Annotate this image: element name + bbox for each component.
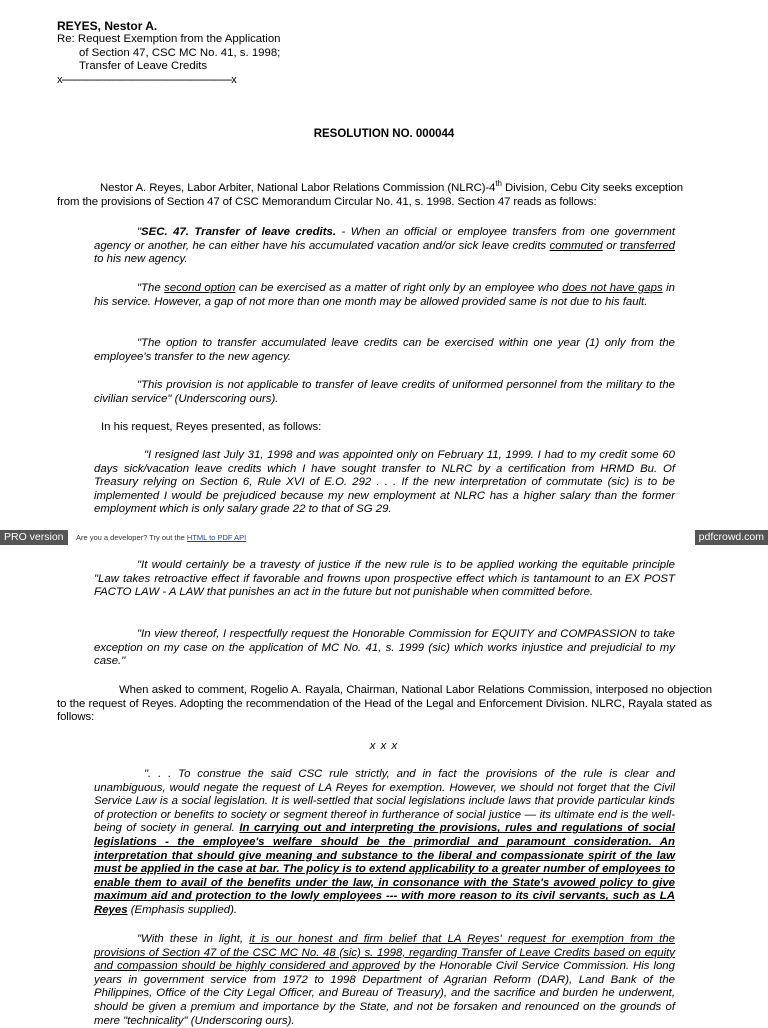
travesty-paragraph: "It would certainly be a travesty of justice if the new rule is to be applied working the equitable principle "Law takes retroactive effect if favorable and frowns upon prospective effect which is tantamount to an EX POST FACTO LAW - A LAW that punishes an act in the future but not punishable when committed before. <box>94 559 675 599</box>
with-these-text-1: "With these in light, <box>137 933 250 945</box>
sec47-text-1: - When an official or employee transfers from one government agency or another, he can either have his accumulated vacation and/or sick leave credits <box>94 226 675 252</box>
with-these-paragraph <box>94 933 675 1028</box>
second-option-text-1: "The <box>137 282 165 294</box>
comment-paragraph: When asked to comment, Rogelio A. Rayala, Chairman, National Labor Relations Commission, interposed no objection to the request of Reyes. Adopting the recommendation of the Head of the Legal and Enforcement Division. NLRC, Rayala stated as follows: <box>57 684 712 724</box>
re-line-1: Re: Request Exemption from the Application <box>57 33 281 45</box>
construe-text-2: (Emphasis supplied). <box>127 903 238 916</box>
sec47-or: or <box>602 239 620 252</box>
section-47-quote <box>94 226 675 267</box>
request-intro: In his request, Reyes presented, as follows: <box>101 421 322 433</box>
sec47-open-quote: " <box>137 226 142 238</box>
second-option-underline-1: second option <box>164 282 236 294</box>
html-to-pdf-api-link[interactable]: HTML to PDF API <box>186 533 247 542</box>
sec47-commuted: commuted <box>549 239 603 252</box>
option-transfer-paragraph: "The option to transfer accumulated leave credits can be exercised within one year (1) only from the employee's transfer to the new agency. <box>94 337 675 363</box>
construe-paragraph <box>94 768 675 918</box>
equity-paragraph: "In view thereof, I respectfully request the Honorable Commission for EQUITY and COMPASSION to take exception on my case on the application of MC No. 41, s. 1999 (sic) which works injustice and prejudicial to my case." <box>94 628 675 668</box>
second-option-text-3: in his service. However, a gap of not more than one month may be allowed provided same is not due to his fault. <box>94 282 676 308</box>
second-option-underline-2: does not have gaps <box>562 282 663 294</box>
second-option-paragraph <box>94 282 675 309</box>
intro-superscript: th <box>495 179 502 188</box>
sec47-heading: SEC. 47. Transfer of leave credits. <box>141 226 336 238</box>
header-separator: x-----------------------------------------------------------------x <box>57 73 236 86</box>
not-applicable-paragraph: "This provision is not applicable to transfer of leave credits of uniformed personnel from the military to the civilian service" (Underscoring ours). <box>94 379 675 405</box>
with-these-text-2: by the Honorable Civil Service Commission. His long years in government service from 1972 to 1998 Department of Agrarian Reform (DAR), Land Bank of the Philippines, Office of the City Legal Officer, and Bureau of Treasury), and the sacrifice and burden he underwent, should be given a premium and importance by the State, and not be forsaken and renounced on the grounds of mere "technicality" (Underscoring ours). <box>94 960 675 1027</box>
developer-promo-text: Are you a developer? Try out the <box>76 533 187 542</box>
pro-version-badge[interactable]: PRO version <box>0 530 68 545</box>
sec47-text-2: to his new agency. <box>94 253 188 266</box>
omission-marker: x x x <box>369 740 399 752</box>
intro-text-2: Division, Cebu City seeks exception from the provisions of Section 47 of CSC Memorandum Circular No. 41, s. 1998. Section 47 reads as follows: <box>57 182 683 208</box>
intro-paragraph <box>57 179 683 209</box>
construe-text-1: ". . . To construe the said CSC rule strictly, and in fact the provisions of the rule is clear and unambiguous, would negate the request of LA Reyes for exemption. However, we should not forget that the Civil Service Law is a social legislation. It is well-settled that social legislations include laws that provide particular kinds of protection or benefits to society or segment thereof in furtherance of social justice — its ultimate end is the well-being of society in general. <box>94 768 675 835</box>
construe-emphasis: In carrying out and interpreting the provisions, rules and regulations of social legislations - the employee's welfare should be the primordial and paramount consideration. An interpretation that should give meaning and substance to the liberal and compassionate spirit of the law must be applied in the case at bar. The policy is to extend applicability to a greater number of employees to enable them to avail of the benefits under the law, in consonance with the State's avowed policy to give maximum aid and protection to the lowly employees --- with more reason to its civil servants, such as LA Reyes <box>94 822 675 916</box>
second-option-text-2: can be exercised as a matter of right only by an employee who <box>235 282 563 294</box>
intro-text-1: Nestor A. Reyes, Labor Arbiter, National Labor Relations Commission (NLRC)-4 <box>100 182 496 194</box>
case-header <box>57 19 357 87</box>
resolution-title: RESOLUTION NO. 000044 <box>313 128 455 140</box>
pdfcrowd-brand[interactable]: pdfcrowd.com <box>695 530 768 545</box>
with-these-underline: it is our honest and firm belief that LA Reyes' request for exemption from the provisions of Section 47 of the CSC MC No. 48 (sic) s. 1998, regarding Transfer of Leave Credits based on equity and compassion should be highly considered and approved <box>94 933 675 973</box>
re-line-2: of Section 47, CSC MC No. 41, s. 1998; <box>79 46 281 59</box>
sec47-transferred: transferred <box>619 239 675 252</box>
resigned-paragraph: "I resigned last July 31, 1998 and was appointed only on February 11, 1999. I had to my credit some 60 days sick/vacation leave credits which I have sought transfer to NLRC by a certification from HRMD Bu. Of Treasury relying on Section 6, Rule XVI of E.O. 292 . . . If the new interpretation of commutate (sic) is to be implemented I would be prejudiced because my new employment at NLRC has a higher salary than the former employment which is only salary grade 22 to that of SG 29. <box>94 449 675 516</box>
re-line-3: Transfer of Leave Credits <box>79 60 208 73</box>
developer-promo <box>76 530 246 545</box>
pdfcrowd-banner <box>0 530 768 545</box>
party-name: REYES, Nestor A. <box>57 19 158 33</box>
